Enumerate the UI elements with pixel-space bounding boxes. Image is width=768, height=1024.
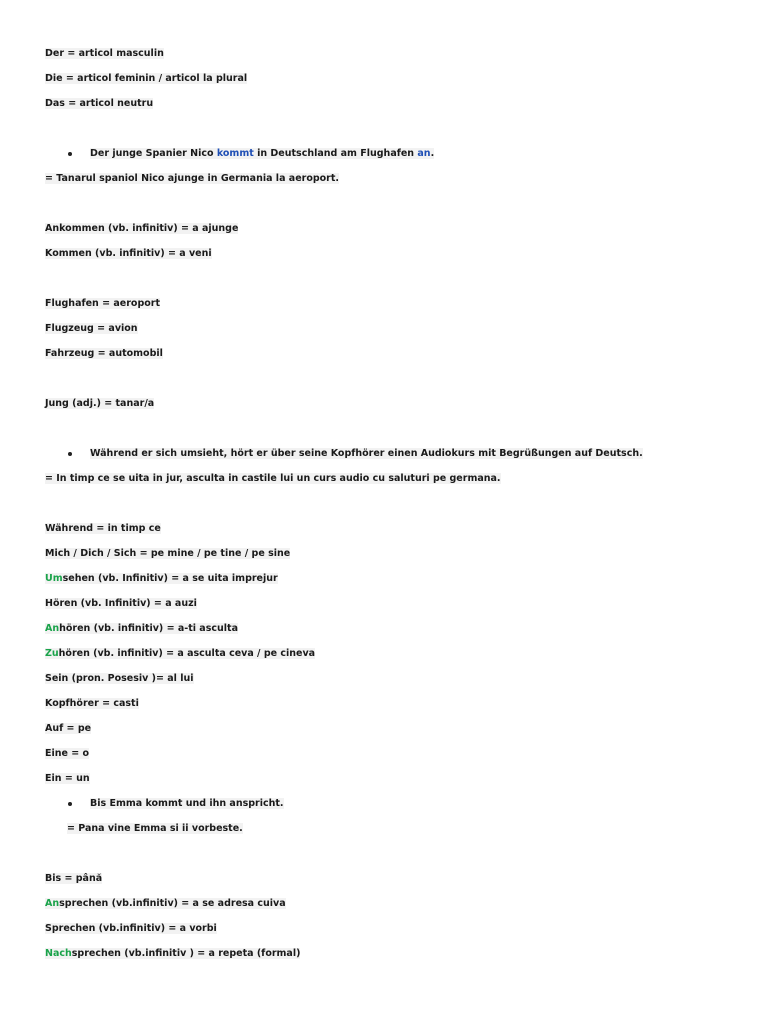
line-text: Die = articol feminin / articol la plural [45, 73, 248, 84]
vocab-line [45, 548, 290, 560]
bullet-icon [68, 152, 72, 156]
vocab-line [45, 398, 154, 410]
line-text: Kommen (vb. infinitiv) = a veni [45, 248, 212, 259]
translation-line [67, 823, 243, 835]
particle-highlight: an [417, 148, 431, 159]
vocab-line [45, 573, 278, 585]
vocab-line [45, 748, 89, 760]
verb-highlight: kommt [216, 148, 254, 159]
line-text: Eine = o [45, 748, 90, 759]
vocab-line [45, 873, 102, 885]
line-text: Während er sich umsieht, hört er über seine Kopfhörer einen Audiokurs mit Begrüßungen auf Deutsch. [90, 448, 643, 459]
prefix-highlight: Um [45, 573, 63, 584]
translation-line [45, 173, 339, 185]
sentence-line [90, 448, 643, 460]
vocab-line [45, 248, 212, 260]
line-text: Ein = un [45, 773, 90, 784]
line-text: hören (vb. infinitiv) = a-ti asculta [59, 623, 238, 634]
line-text: Bis Emma kommt und ihn anspricht. [90, 798, 284, 809]
sentence-line [90, 148, 434, 160]
translation-line [45, 473, 501, 485]
vocab-line [45, 598, 197, 610]
line-text: Bis = până [45, 873, 103, 884]
line-text: Auf = pe [45, 723, 92, 734]
line-text: Sein (pron. Posesiv )= al lui [45, 673, 194, 684]
vocab-line [45, 623, 238, 635]
text-line [45, 48, 164, 60]
vocab-line [45, 898, 286, 910]
line-text: Mich / Dich / Sich = pe mine / pe tine / pe sine [45, 548, 291, 559]
line-text: sprechen (vb.infinitiv ) = a repeta (formal) [71, 948, 301, 959]
line-text: sehen (vb. Infinitiv) = a se uita imprejur [62, 573, 278, 584]
vocab-line [45, 523, 161, 535]
vocab-line [45, 698, 139, 710]
line-text: Kopfhörer = casti [45, 698, 139, 709]
vocab-line [45, 298, 160, 310]
bullet-icon [68, 452, 72, 456]
line-text: hören (vb. infinitiv) = a asculta ceva / pe cineva [58, 648, 316, 659]
prefix-highlight: Nach [45, 948, 72, 959]
vocab-line [45, 323, 138, 335]
text-line [45, 73, 247, 85]
line-text: Das = articol neutru [45, 98, 154, 109]
sentence-text: Der junge Spanier Nico [90, 148, 217, 159]
line-text: Hören (vb. Infinitiv) = a auzi [45, 598, 197, 609]
prefix-highlight: An [45, 623, 60, 634]
line-text: Während = in timp ce [45, 523, 161, 534]
sentence-text: . [430, 148, 435, 159]
line-text: = In timp ce se uita in jur, asculta in castile lui un curs audio cu saluturi pe germana. [45, 473, 501, 484]
vocab-line [45, 923, 217, 935]
line-text: Ankommen (vb. infinitiv) = a ajunge [45, 223, 239, 234]
sentence-text: in Deutschland am Flughafen [253, 148, 418, 159]
sentence-line [90, 798, 284, 810]
line-text: = Pana vine Emma si ii vorbeste. [67, 823, 243, 834]
line-text: Jung (adj.) = tanar/a [45, 398, 155, 409]
vocab-line [45, 223, 238, 235]
vocab-line [45, 648, 315, 660]
vocab-line [45, 948, 300, 960]
text-line [45, 98, 153, 110]
vocab-line [45, 348, 163, 360]
vocab-line [45, 773, 90, 785]
line-text: Flughafen = aeroport [45, 298, 161, 309]
vocab-line [45, 673, 194, 685]
line-text: Sprechen (vb.infinitiv) = a vorbi [45, 923, 217, 934]
vocab-line [45, 723, 91, 735]
line-text: Flugzeug = avion [45, 323, 138, 334]
line-text: Der = articol masculin [45, 48, 164, 59]
line-text: Fahrzeug = automobil [45, 348, 163, 359]
bullet-icon [68, 802, 72, 806]
prefix-highlight: Zu [45, 648, 59, 659]
line-text: = Tanarul spaniol Nico ajunge in Germania la aeroport. [45, 173, 340, 184]
prefix-highlight: An [45, 898, 60, 909]
line-text: sprechen (vb.infinitiv) = a se adresa cuiva [59, 898, 286, 909]
